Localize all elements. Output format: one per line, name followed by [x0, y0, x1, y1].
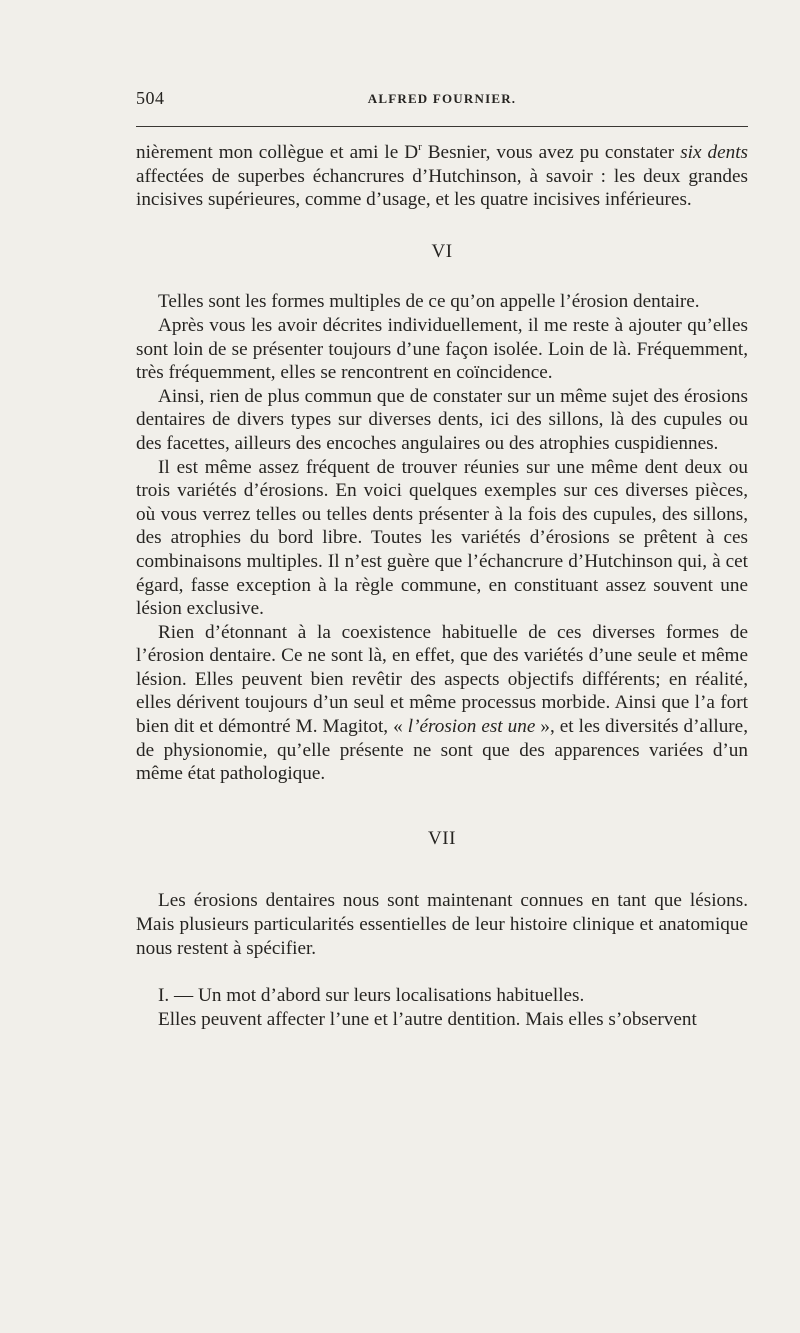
section-heading-vi: VI [431, 240, 453, 262]
paragraph: I. — Un mot d’abord sur leurs localisations habituelles. [158, 985, 585, 1007]
paragraph: Elles peuvent affecter l’une et l’autre dentition. Mais elles s’observent [158, 1008, 697, 1030]
paragraph: Après vous les avoir décrites individuellement, il me reste à ajouter qu’elles sont loin de se présenter toujours d’une façon isolée. Loin de là. Fréquemment, très fréquemment, elles se rencontrent en coïncidence. [136, 314, 748, 384]
emphasis-six-dents: six dents [680, 142, 748, 163]
paragraph: Rien d’étonnant à la coexistence habituelle de ces diverses formes de l’érosion dentaire. Ce ne sont là, en effet, que des variétés d’une seule et même lésion. Elles peuvent bien revêtir des aspects objectifs différents; en réalité, elles dérivent toujours d’un seul et même processus morbide. Ainsi que l’a fort bien dit et démontré M. Magitot, « l’érosion est une », et les diversités d’allure, de physionomie, qu’elle présente ne sont que des apparences variées d’un même état pathologique. [136, 621, 748, 785]
emphasis-quote: l’érosion est une [407, 716, 536, 738]
paragraph: Telles sont les formes multiples de ce qu’on appelle l’érosion dentaire. [158, 291, 700, 313]
page-header [136, 88, 748, 112]
paragraph: Les érosions dentaires nous sont maintenant connues en tant que lésions. Mais plusieurs particularités essentielles de leur histoire clinique et anatomique nous restent à spécifier. [136, 890, 748, 959]
paragraph: Ainsi, rien de plus commun que de constater sur un même sujet des érosions dentaires de divers types sur diverses dents, ici des sillons, là des cupules ou des facettes, ailleurs des encoches angulaires ou des atrophies cuspidiennes. [136, 385, 748, 454]
superscript-r: r [418, 141, 422, 153]
running-head: ALFRED FOURNIER. [367, 91, 517, 106]
header-rule [136, 126, 748, 127]
body-text [136, 141, 748, 1031]
paragraph: Il est même assez fréquent de trouver réunies sur une même dent deux ou trois variétés d’érosions. En voici quelques exemples sur ces diverses pièces, où vous verrez telles ou telles dents présenter à la fois des cupules, des sillons, des atrophies du bord libre. Toutes les variétés d’érosions se prêtent à ces combinaisons multiples. Il n’est guère que l’échancrure d’Hutchinson qui, à cet égard, fasse exception à la règle commune, en constituant assez souvent une lésion exclusive. [136, 456, 748, 620]
spacer [136, 960, 748, 984]
paragraph-continued: nièrement mon collègue et ami le $D^r$ Besnier, vous avez pu constater six dents affectées de superbes échancrures d’Hutchinson, à savoir : les deux grandes incisives supérieures, comme d’usage, et les quatre incisives inférieures. [136, 141, 748, 211]
page-number: 504 [136, 88, 165, 108]
section-heading-vii: VII [428, 827, 456, 849]
